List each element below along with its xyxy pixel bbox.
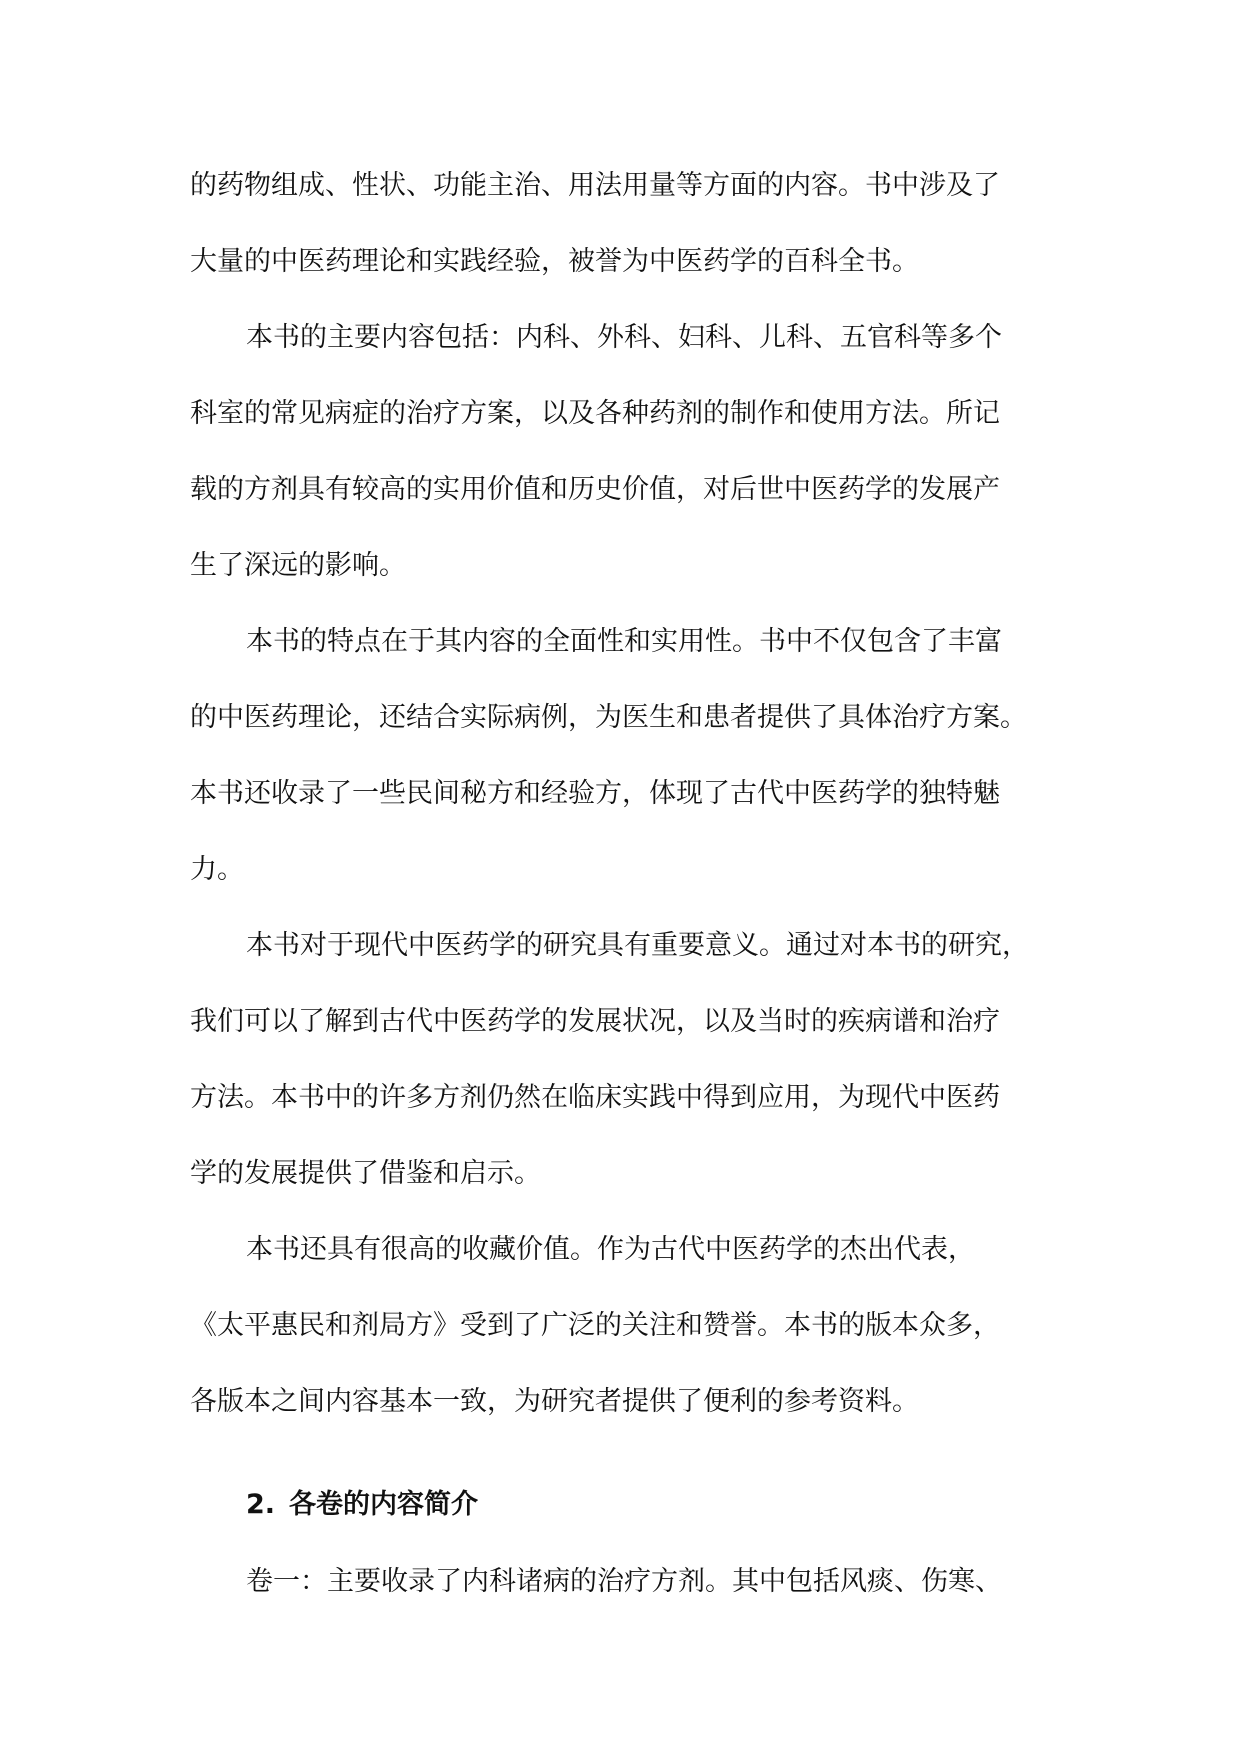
paragraph-collection-value <box>190 1212 1070 1440</box>
text-line: 卷一：主要收录了内科诸病的治疗方剂。其中包括风痰、伤寒、 <box>246 1566 1002 1597</box>
text-line: 本书还具有很高的收藏价值。作为古代中医药学的杰出代表， <box>246 1234 975 1265</box>
text-line: 载的方剂具有较高的实用价值和历史价值，对后世中医药学的发展产 <box>190 474 1000 505</box>
text-line: 本书还收录了一些民间秘方和经验方，体现了古代中医药学的独特魅 <box>190 778 1000 809</box>
paragraph-continuation <box>190 148 1070 300</box>
text-line: 的药物组成、性状、功能主治、用法用量等方面的内容。书中涉及了 <box>190 170 1000 201</box>
paragraph-features <box>190 604 1070 908</box>
section-title: 各卷的内容简介 <box>289 1489 479 1520</box>
document-body <box>190 148 1070 1620</box>
paragraph-significance <box>190 908 1070 1212</box>
text-line: 《太平惠民和剂局方》受到了广泛的关注和赞誉。本书的版本众多， <box>190 1310 1000 1341</box>
paragraph-main-content <box>190 300 1070 604</box>
text-line: 大量的中医药理论和实践经验，被誉为中医药学的百科全书。 <box>190 246 919 277</box>
text-line: 各版本之间内容基本一致，为研究者提供了便利的参考资料。 <box>190 1386 919 1417</box>
text-line: 科室的常见病症的治疗方案，以及各种药剂的制作和使用方法。所记 <box>190 398 1000 429</box>
text-line: 学的发展提供了借鉴和启示。 <box>190 1158 541 1189</box>
text-line: 力。 <box>190 854 244 885</box>
text-line: 的中医药理论，还结合实际病例，为医生和患者提供了具体治疗方案。 <box>190 702 1027 733</box>
text-line: 我们可以了解到古代中医药学的发展状况，以及当时的疾病谱和治疗 <box>190 1006 1000 1037</box>
section-heading <box>190 1466 1070 1544</box>
text-line: 本书对于现代中医药学的研究具有重要意义。通过对本书的研究， <box>246 930 1029 961</box>
text-line: 方法。本书中的许多方剂仍然在临床实践中得到应用，为现代中医药 <box>190 1082 1000 1113</box>
section-number: 2. <box>246 1489 276 1520</box>
text-line: 本书的主要内容包括：内科、外科、妇科、儿科、五官科等多个 <box>246 322 1002 353</box>
paragraph-volume-one <box>190 1544 1070 1620</box>
text-line: 本书的特点在于其内容的全面性和实用性。书中不仅包含了丰富 <box>246 626 1002 657</box>
text-line: 生了深远的影响。 <box>190 550 406 581</box>
